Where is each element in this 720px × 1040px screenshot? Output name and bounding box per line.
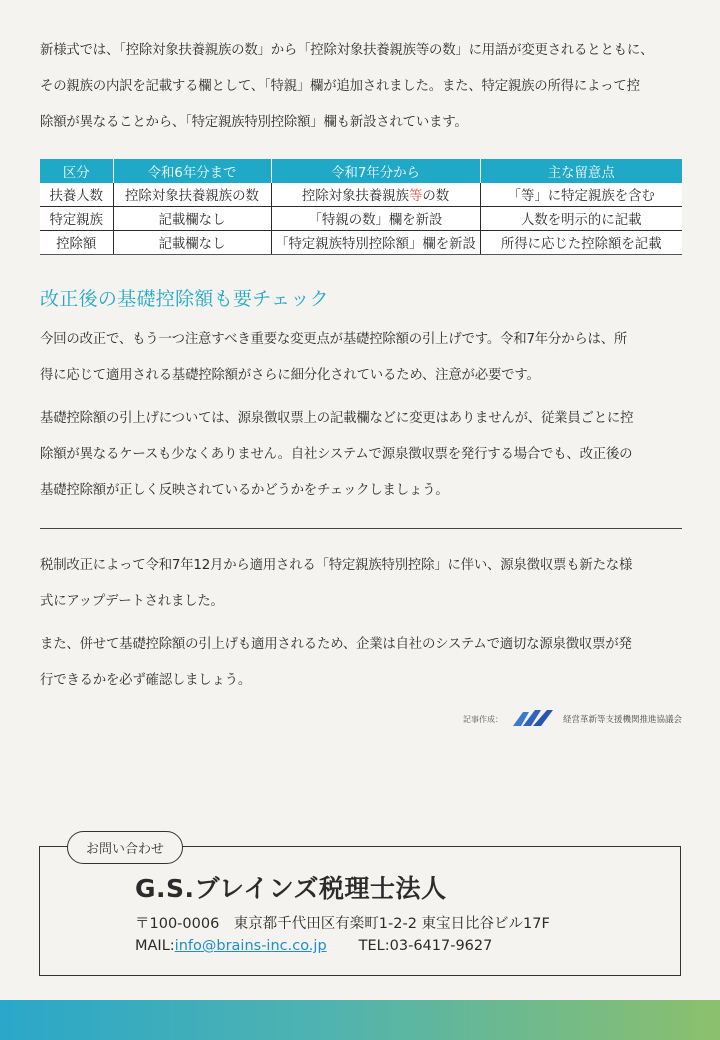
intro-line: その親族の内訳を記載する欄として、「特親」欄が追加されました。また、特定親族の所得によって控 <box>40 79 640 94</box>
paragraph-line: 式にアップデートされました。 <box>40 594 224 609</box>
table-row <box>40 231 682 255</box>
credit-org: 経営革新等支援機関推進協議会 <box>563 715 683 725</box>
summary-paragraph-2 <box>40 627 684 699</box>
paragraph-line: 税制改正によって令和7年12月から適用される「特定親族特別控除」に伴い、源泉徴収票も新たな様 <box>40 558 633 573</box>
divider <box>40 528 682 529</box>
contact-box <box>39 846 681 976</box>
table-row <box>40 207 682 231</box>
table-cell: 「特定親族特別控除額」欄を新設 <box>271 231 480 255</box>
table-header: 主な留意点 <box>480 159 682 183</box>
mail-label: MAIL: <box>135 938 175 954</box>
table-row <box>40 183 682 207</box>
cell-text: の数 <box>422 189 450 204</box>
section-paragraph-2 <box>40 401 684 509</box>
table-cell: 「等」に特定親族を含む <box>480 183 682 207</box>
table-cell: 「特親の数」欄を新設 <box>271 207 480 231</box>
email-link[interactable]: info@brains-inc.co.jp <box>174 938 327 954</box>
table-header: 区分 <box>40 159 113 183</box>
table-header: 令和7年分から <box>271 159 480 183</box>
section-paragraph-1 <box>40 322 684 394</box>
paragraph-line: 行できるかを必ず確認しましょう。 <box>40 673 252 688</box>
paragraph-line: 得に応じて適用される基礎控除額がさらに細分化されているため、注意が必要です。 <box>40 368 540 383</box>
contact-tab: お問い合わせ <box>67 831 183 864</box>
company-address: 〒100-0006 東京都千代田区有楽町1-2-2 東宝日比谷ビル17F <box>135 916 550 932</box>
article-credit <box>463 707 682 731</box>
section-heading: 改正後の基礎控除額も要チェック <box>40 288 329 310</box>
paragraph-line: 除額が異なるケースも少なくありません。自社システムで源泉徴収票を発行する場合でも、改正後の <box>40 447 633 462</box>
table-cell: 所得に応じた控除額を記載 <box>480 231 682 255</box>
highlight-text: 等 <box>408 189 423 204</box>
summary-paragraph-1 <box>40 548 684 620</box>
table-cell: 控除額 <box>40 231 113 255</box>
cell-text: 控除対象扶養親族 <box>301 189 409 204</box>
paragraph-line: 基礎控除額が正しく反映されているかどうかをチェックしましょう。 <box>40 483 449 498</box>
paragraph-line: 基礎控除額の引上げについては、源泉徴収票上の記載欄などに変更はありませんが、従業員ごとに控 <box>40 411 634 426</box>
company-name: G.S.ブレインズ税理士法人 <box>135 874 447 903</box>
table-cell: 特定親族 <box>40 207 113 231</box>
table-cell: 記載欄なし <box>113 231 271 255</box>
phone-number: TEL:03-6417-9627 <box>358 938 493 954</box>
table-cell: 控除対象扶養親族の数 <box>113 183 271 207</box>
intro-paragraph <box>40 33 684 141</box>
intro-line: 除額が異なることから、「特定親族特別控除額」欄も新設されています。 <box>40 115 468 130</box>
paragraph-line: 今回の改正で、もう一つ注意すべき重要な変更点が基礎控除額の引上げです。令和7年分からは、所 <box>40 332 628 347</box>
table-cell <box>271 183 480 207</box>
contact-line <box>135 938 492 954</box>
paragraph-line: また、併せて基礎控除額の引上げも適用されるため、企業は自社のシステムで適切な源泉徴収票が発 <box>40 637 632 652</box>
credit-label: 記事作成： <box>463 714 503 724</box>
table-header: 令和6年分まで <box>113 159 271 183</box>
table-header-row <box>40 159 682 183</box>
table-cell: 人数を明示的に記載 <box>480 207 682 231</box>
table-cell: 扶養人数 <box>40 183 113 207</box>
comparison-table <box>40 159 682 255</box>
footer-gradient-bar <box>0 1000 720 1040</box>
table-cell: 記載欄なし <box>113 207 271 231</box>
intro-line: 新様式では、「控除対象扶養親族の数」から「控除対象扶養親族等の数」に用語が変更されるとともに、 <box>40 43 654 58</box>
stripes-logo-icon <box>511 709 555 729</box>
